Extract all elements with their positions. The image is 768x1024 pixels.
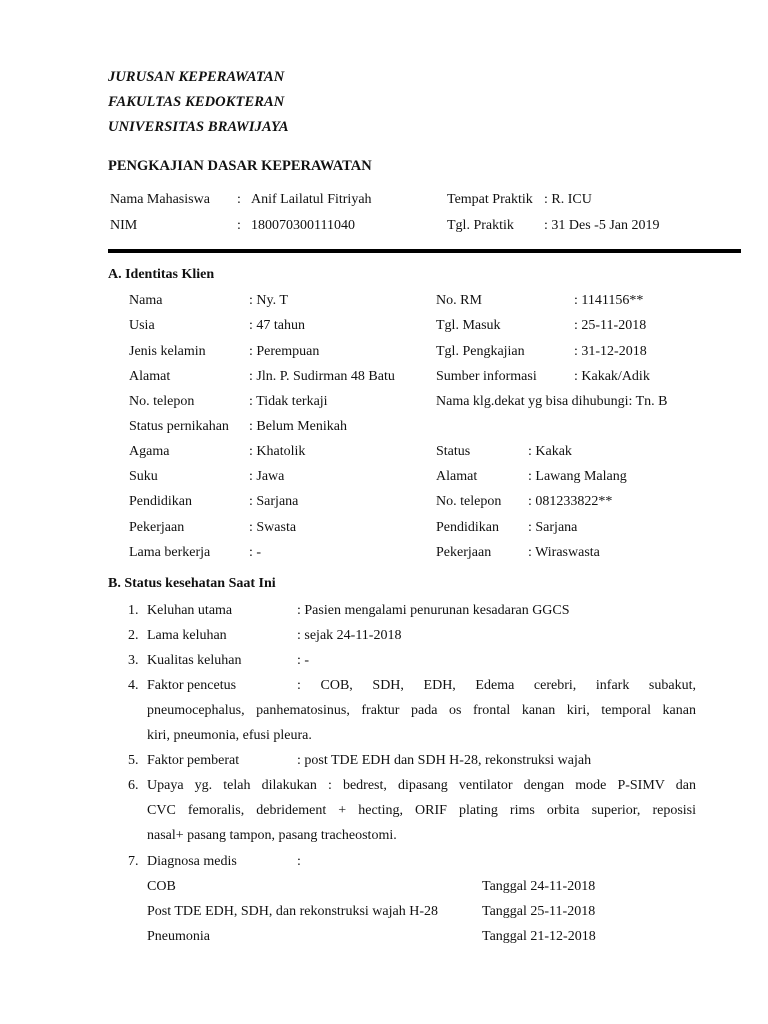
list-number: 3.	[128, 653, 139, 668]
diagnosis-name: Pneumonia	[147, 929, 210, 944]
list-number: 6.	[128, 778, 139, 793]
health-item-label: Keluhan utama	[147, 603, 233, 618]
practice-place-value: : R. ICU	[544, 192, 592, 207]
record-value: : 25-11-2018	[574, 318, 647, 333]
aggravating-factor-label: Faktor pemberat	[147, 753, 240, 768]
identity-label: No. telepon	[129, 394, 195, 409]
section-a-heading: A. Identitas Klien	[108, 267, 215, 282]
trigger-factor-label: Faktor pencetus	[147, 678, 237, 693]
identity-label: Pendidikan	[129, 494, 192, 509]
list-number: 5.	[128, 753, 139, 768]
family-label: No. telepon	[436, 494, 502, 509]
diagnosis-name: COB	[147, 879, 176, 894]
efforts-taken-line-end: nasal+ pasang tampon, pasang tracheostomi.	[147, 828, 397, 843]
practice-place-label: Tempat Praktik	[447, 192, 533, 207]
health-item-label: Lama keluhan	[147, 628, 227, 643]
identity-label: Agama	[129, 444, 170, 459]
record-value: : 31-12-2018	[574, 344, 647, 359]
record-label: Sumber informasi	[436, 369, 537, 384]
practice-date-label: Tgl. Praktik	[447, 218, 514, 233]
health-item-label: Kualitas keluhan	[147, 653, 242, 668]
university-name: UNIVERSITAS BRAWIJAYA	[108, 119, 289, 135]
identity-value: : Ny. T	[249, 293, 288, 308]
diagnosis-date: Tanggal 24-11-2018	[482, 879, 596, 894]
family-value: : 081233822**	[528, 494, 613, 509]
faculty-name: FAKULTAS KEDOKTERAN	[108, 94, 285, 110]
health-item-value: : Pasien mengalami penurunan kesadaran GGCS	[297, 603, 570, 618]
efforts-taken-line: Upaya yg. telah dilakukan : bedrest, dipasang ventilator dengan mode P-SIMV dan	[147, 778, 696, 793]
diagnosis-date: Tanggal 21-12-2018	[482, 929, 596, 944]
list-number: 1.	[128, 603, 139, 618]
identity-label: Status pernikahan	[129, 419, 229, 434]
identity-value: : Tidak terkaji	[249, 394, 328, 409]
nim-value: 180070300111040	[251, 218, 355, 233]
header-divider	[108, 249, 741, 253]
health-item-value: : sejak 24-11-2018	[297, 628, 402, 643]
trigger-factor-continuation-end: kiri, pneumonia, efusi pleura.	[147, 728, 312, 743]
section-b-heading: B. Status kesehatan Saat Ini	[108, 576, 276, 591]
identity-value: : Belum Menikah	[249, 419, 347, 434]
identity-value: : -	[249, 545, 262, 560]
identity-label: Usia	[129, 318, 155, 333]
practice-date-value: : 31 Des -5 Jan 2019	[544, 218, 660, 233]
student-name-sep: :	[237, 192, 241, 207]
diagnosis-date: Tanggal 25-11-2018	[482, 904, 596, 919]
department-name: JURUSAN KEPERAWATAN	[108, 69, 285, 85]
family-label: Status	[436, 444, 471, 459]
family-value: : Kakak	[528, 444, 572, 459]
list-number: 4.	[128, 678, 139, 693]
identity-label: Jenis kelamin	[129, 344, 206, 359]
family-value: : Sarjana	[528, 520, 578, 535]
identity-value: : Sarjana	[249, 494, 299, 509]
nim-sep: :	[237, 218, 241, 233]
identity-label: Pekerjaan	[129, 520, 185, 535]
medical-diagnosis-label: Diagnosa medis	[147, 854, 237, 869]
record-value: : Kakak/Adik	[574, 369, 650, 384]
student-name-label: Nama Mahasiswa	[110, 192, 210, 207]
record-value: : 1141156**	[574, 293, 644, 308]
family-contact-line: Nama klg.dekat yg bisa dihubungi: Tn. B	[436, 394, 668, 409]
family-label: Pendidikan	[436, 520, 499, 535]
efforts-taken-line: CVC femoralis, debridement + hecting, ORIF plating rims orbita superior, reposisi	[147, 803, 696, 818]
document-title: PENGKAJIAN DASAR KEPERAWATAN	[108, 158, 372, 174]
medical-diagnosis-sep: :	[297, 854, 301, 869]
list-number: 7.	[128, 854, 139, 869]
family-value: : Lawang Malang	[528, 469, 627, 484]
identity-value: : Jln. P. Sudirman 48 Batu	[249, 369, 395, 384]
trigger-factor-value: : COB, SDH, EDH, Edema cerebri, infark subakut,	[297, 678, 696, 693]
identity-value: : Perempuan	[249, 344, 320, 359]
family-label: Alamat	[436, 469, 478, 484]
identity-label: Suku	[129, 469, 158, 484]
nim-label: NIM	[110, 218, 138, 233]
aggravating-factor-value: : post TDE EDH dan SDH H-28, rekonstruksi wajah	[297, 753, 592, 768]
identity-value: : 47 tahun	[249, 318, 305, 333]
family-label: Pekerjaan	[436, 545, 492, 560]
list-number: 2.	[128, 628, 139, 643]
identity-label: Nama	[129, 293, 163, 308]
identity-value: : Jawa	[249, 469, 285, 484]
record-label: Tgl. Pengkajian	[436, 344, 525, 359]
identity-label: Lama berkerja	[129, 545, 211, 560]
record-label: No. RM	[436, 293, 482, 308]
health-item-value: : -	[297, 653, 310, 668]
diagnosis-name: Post TDE EDH, SDH, dan rekonstruksi wajah H-28	[147, 904, 438, 919]
family-value: : Wiraswasta	[528, 545, 600, 560]
identity-value: : Swasta	[249, 520, 297, 535]
student-name-value: Anif Lailatul Fitriyah	[251, 192, 372, 207]
identity-label: Alamat	[129, 369, 171, 384]
trigger-factor-continuation: pneumocephalus, panhematosinus, fraktur pada os frontal kanan kiri, temporal kanan	[147, 703, 696, 718]
identity-value: : Khatolik	[249, 444, 306, 459]
record-label: Tgl. Masuk	[436, 318, 501, 333]
